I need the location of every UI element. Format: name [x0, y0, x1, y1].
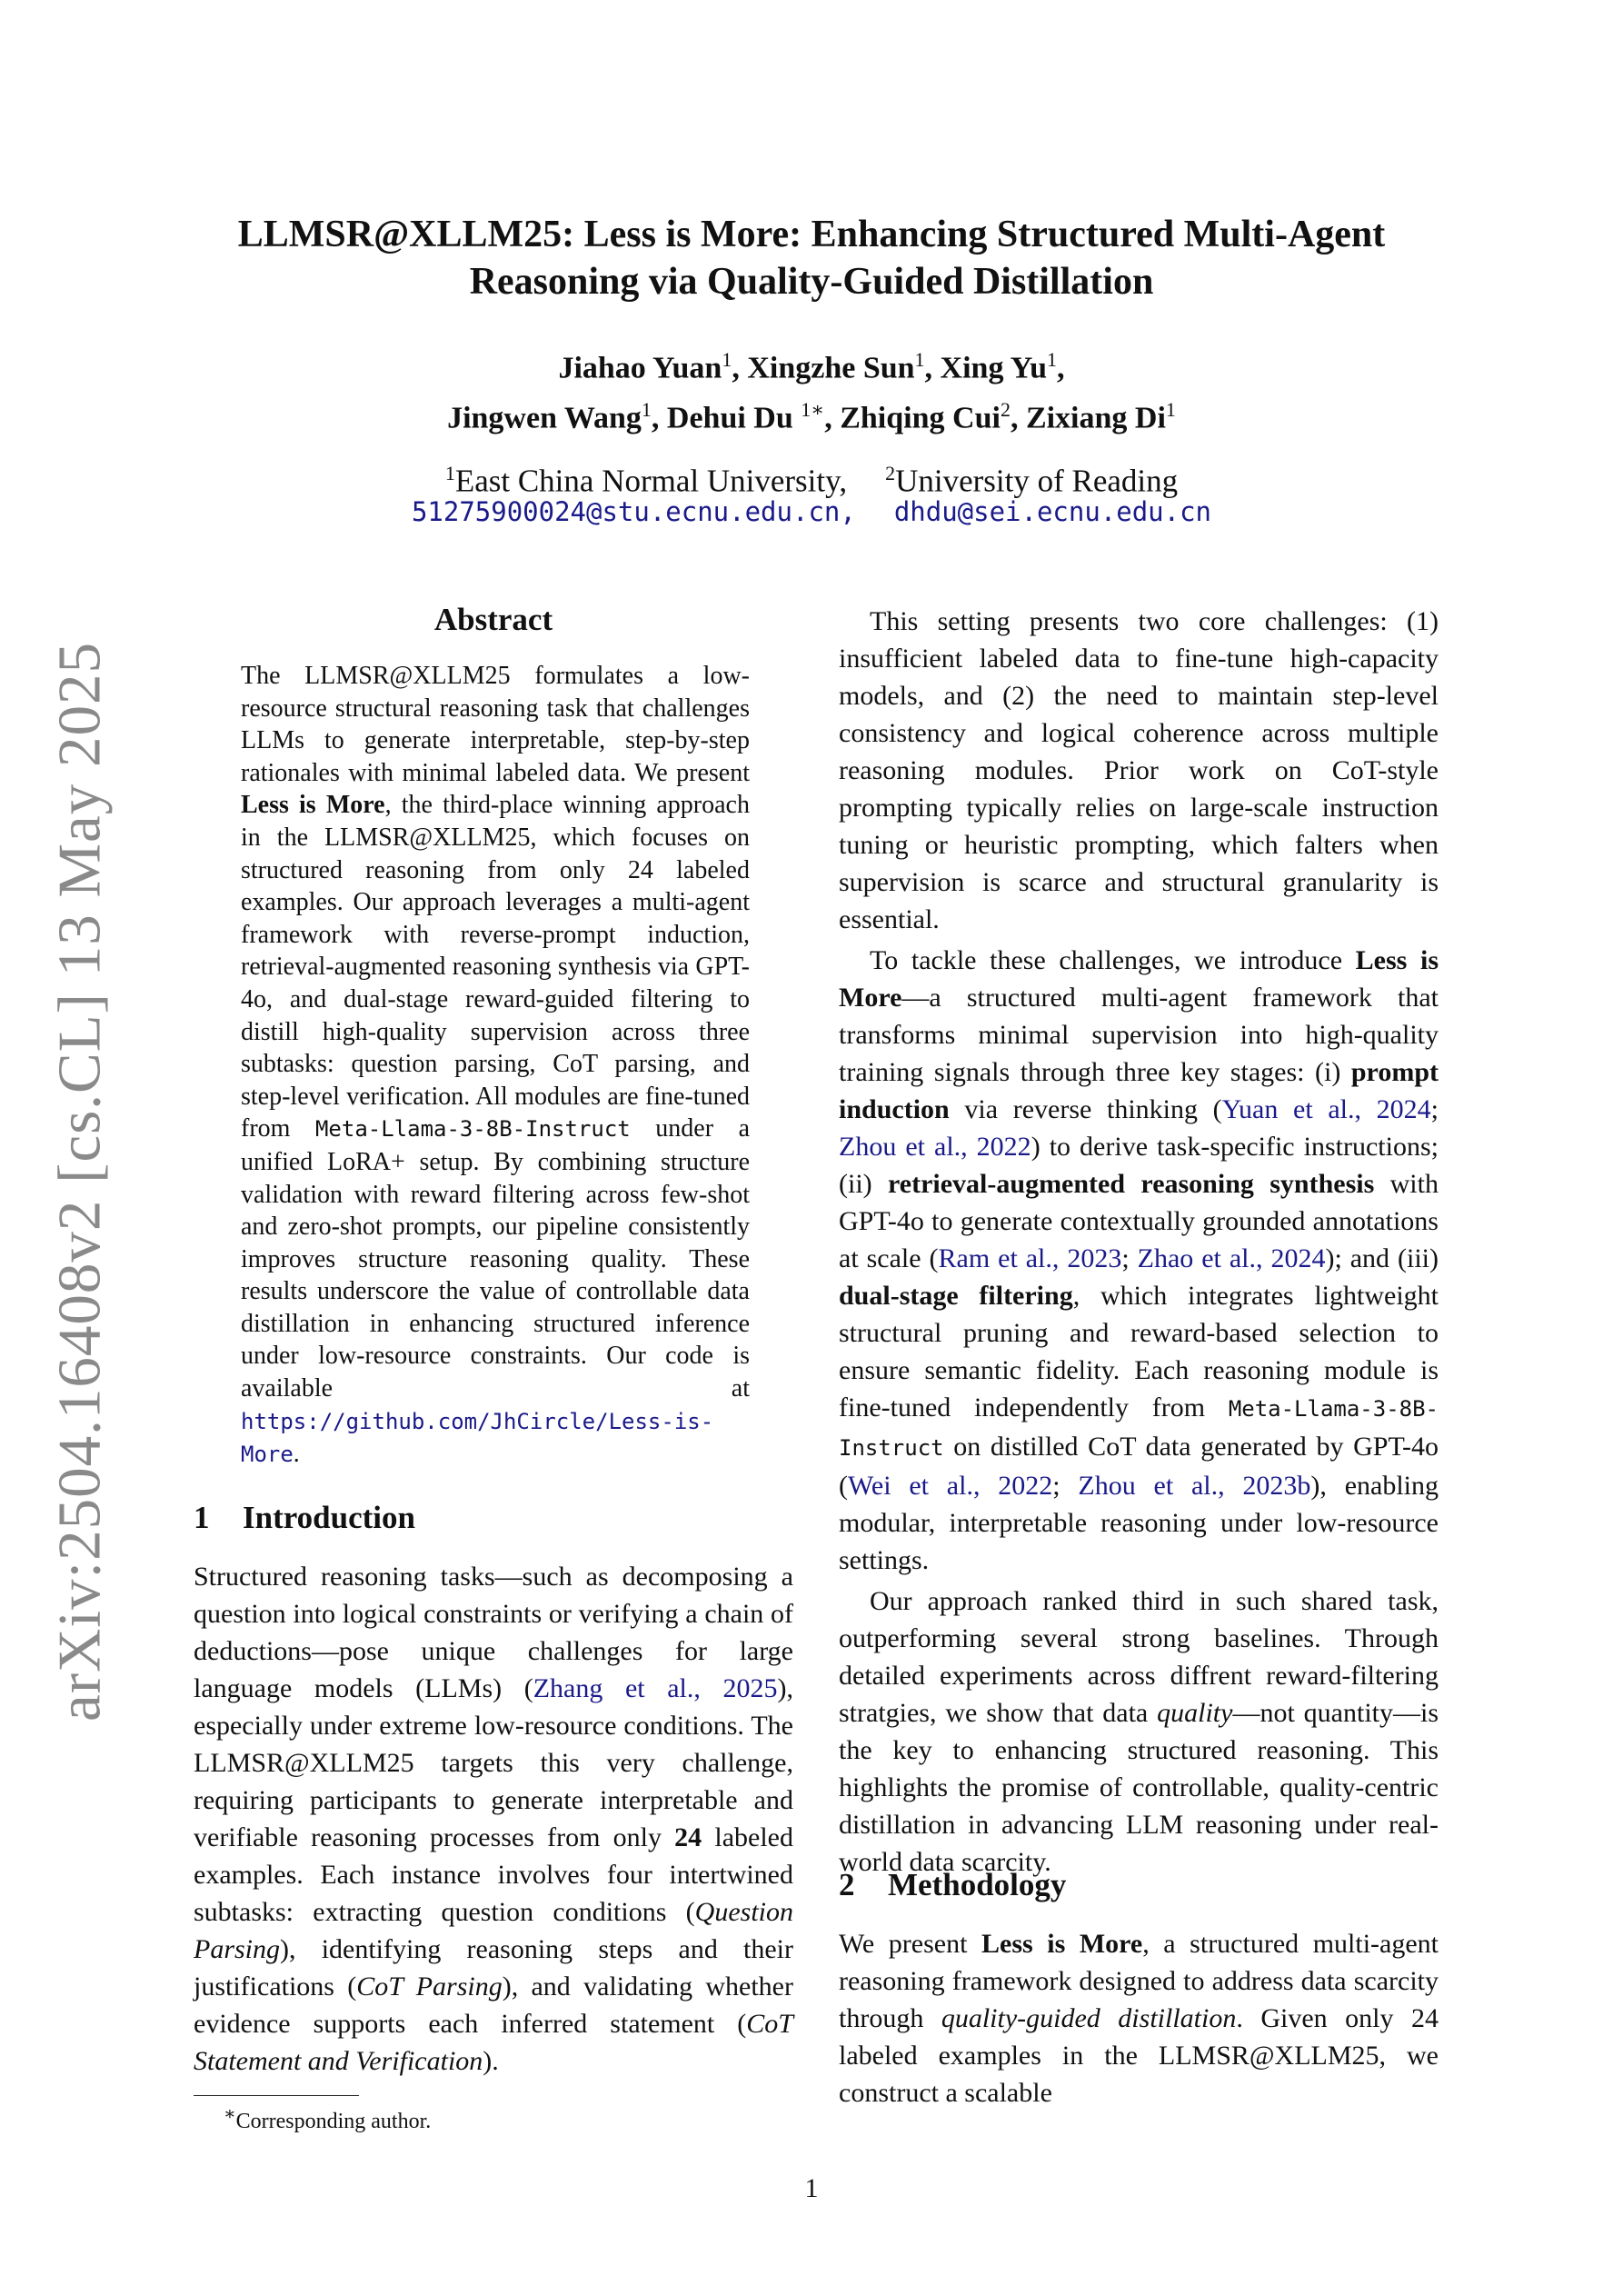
- email-link[interactable]: dhdu@sei.ecnu.edu.cn: [893, 496, 1212, 527]
- introduction-body: Structured reasoning tasks—such as decomposing a question into logical constraints or verifying a chain of deductions—pose unique challenges for large language models (LLMs) (Zhang et al., 2025), especially under extreme low-resource conditions. The LLMSR@XLLM25 targets this very challenge, requiring participants to generate interpretable and verifiable reasoning processes from only 24 labeled examples. Each instance involves four intertwined subtasks: extracting question conditions (Question Parsing), identifying reasoning steps and their justifications (CoT Parsing), and validating whether evidence supports each inferred statement (CoT Statement and Verification).: [194, 1562, 793, 2076]
- affiliations: $^1$East China Normal University, $^2$University of Reading: [444, 462, 1179, 499]
- author-line-1: Jiahao Yuan$^1$, Xingzhe Sun$^1$, Xing Yu$^1$,: [558, 348, 1065, 385]
- affiliation-ecnu: East China Normal University,: [454, 463, 848, 499]
- citation-link[interactable]: Yuan et al., 2024: [1221, 1094, 1431, 1124]
- author-line-2: Jingwen Wang$^1$, Dehui Du $^{1∗}$, Zhiqing Cui$^2$, Zixiang Di$^1$: [447, 398, 1176, 435]
- citation-link[interactable]: Wei et al., 2022: [848, 1471, 1053, 1501]
- citation-link[interactable]: Zhou et al., 2023b: [1078, 1471, 1311, 1501]
- model-name: Meta-Llama-3-8B-Instruct: [314, 1116, 631, 1143]
- citation-link[interactable]: Zhao et al., 2024: [1137, 1243, 1326, 1273]
- methodology-body: We present Less is More, a structured multi-agent reasoning framework designed to address data scarcity through quality-guided distillation. Given only 24 labeled examples in the LLMSR@XLLM25, we construct a scalable: [839, 1929, 1439, 2108]
- citation-link[interactable]: Zhou et al., 2022: [839, 1132, 1031, 1162]
- paragraph-contributions: To tackle these challenges, we introduce Less is More—a structured multi-agent framework that transforms minimal supervision into high-quality training signals through three key stages: (i) prompt induction via reverse thinking (Yuan et al., 2024; Zhou et al., 2022) to derive task-specific instructions; (ii) retrieval-augmented reasoning synthesis with GPT-4o to generate contextually grounded annotations at scale (Ram et al., 2023; Zhao et al., 2024); and (iii) dual-stage filtering, which integrates lightweight structural pruning and reward-based selection to ensure semantic fidelity. Each reasoning module is fine-tuned independently from Meta-Llama-3-8B-Instruct on distilled CoT data generated by GPT-4o (Wei et al., 2022; Zhou et al., 2023b), enabling modular, interpretable reasoning under low-resource settings.: [839, 945, 1439, 1575]
- citation-link[interactable]: Ram et al., 2023: [938, 1243, 1122, 1273]
- citation-link[interactable]: Zhang et al., 2025: [533, 1673, 778, 1703]
- paragraph-challenges: This setting presents two core challenges: (1) insufficient labeled data to fine-tune high-capacity models, and (2) the need to maintain step-level consistency and logical coherence across multiple reasoning modules. Prior work on CoT-style prompting typically relies on large-scale instruction tuning or heuristic prompting, which falters when supervision is scarce and structural granularity is essential.: [839, 606, 1439, 934]
- right-column-body: [839, 603, 1439, 1881]
- author-emails: [194, 496, 1429, 527]
- title-line-2: Reasoning via Quality-Guided Distillation: [469, 261, 1154, 303]
- model-name: Meta-Llama-3-8B-Instruct: [839, 1396, 1439, 1461]
- author-name: Jiahao Yuan: [558, 351, 722, 385]
- footnote-rule: [194, 2095, 359, 2096]
- title-line-1: LLMSR@XLLM25: Less is More: Enhancing Structured Multi-Agent: [237, 214, 1386, 255]
- author-name: Zixiang Di: [1025, 401, 1166, 435]
- author-name: Zhiqing Cui: [840, 401, 1001, 435]
- page-number: 1: [804, 2173, 819, 2203]
- author-name: Jingwen Wang: [447, 401, 642, 435]
- abstract-heading: Abstract: [433, 602, 553, 637]
- email-link[interactable]: 51275900024@stu.ecnu.edu.cn,: [411, 496, 856, 527]
- code-url-link[interactable]: https://github.com/JhCircle/Less-is-More: [241, 1408, 714, 1468]
- paper-title: [194, 211, 1429, 305]
- section-heading-methodology: 2 Methodology: [839, 1867, 1067, 1902]
- author-name: Xingzhe Sun: [747, 351, 915, 385]
- author-name: Dehui Du: [666, 401, 793, 435]
- footnote: ∗Corresponding author.: [224, 2104, 432, 2133]
- abstract-body: The LLMSR@XLLM25 formulates a low-resource structural reasoning task that challenges LLMs to generate interpretable, step-by-step rationales with minimal labeled data. We present Less is More, the third-place winning approach in the LLMSR@XLLM25, which focuses on structured reasoning from only 24 labeled examples. Our approach leverages a multi-agent framework with reverse-prompt induction, retrieval-augmented reasoning synthesis via GPT-4o, and dual-stage reward-guided filtering to distill high-quality supervision across three subtasks: question parsing, CoT parsing, and step-level verification. All modules are fine-tuned from Meta-Llama-3-8B-Instruct under a unified LoRA+ setup. By combining structure validation with reward filtering across few-shot and zero-shot prompts, our pipeline consistently improves structure reasoning quality. These results underscore the value of controllable data distillation in enhancing structured inference under low-resource constraints. Our code is available at https://github.com/JhCircle/Less-is-More.: [241, 662, 750, 1469]
- affiliation-reading: University of Reading: [895, 463, 1179, 499]
- author-list: [194, 339, 1429, 440]
- arxiv-identifier: arXiv:2504.16408v2 [cs.CL] 13 May 2025: [45, 641, 114, 1722]
- author-name: Xing Yu: [940, 351, 1048, 385]
- paragraph-results: Our approach ranked third in such shared task, outperforming several strong baselines. Through detailed experiments across diffrent reward-filtering stratgies, we show that data quality—not quantity—is the key to enhancing structured reasoning. This highlights the promise of controllable, quality-centric distillation in advancing LLM reasoning under real-world data scarcity.: [839, 1586, 1439, 1877]
- section-heading-introduction: 1 Introduction: [194, 1500, 415, 1535]
